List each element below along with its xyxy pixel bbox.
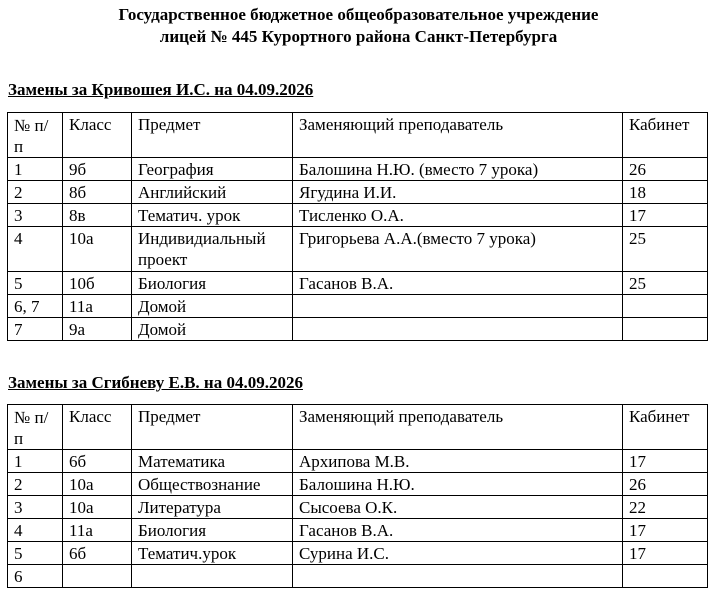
cell-class: 8в bbox=[63, 204, 132, 227]
cell-teacher: Гасанов В.А. bbox=[293, 519, 623, 542]
table-row bbox=[8, 496, 708, 519]
column-header-class: Класс bbox=[63, 405, 132, 450]
cell-room: 26 bbox=[623, 473, 708, 496]
cell-room: 18 bbox=[623, 181, 708, 204]
cell-teacher: Сурина И.С. bbox=[293, 542, 623, 565]
cell-class: 10а bbox=[63, 496, 132, 519]
table-row bbox=[8, 473, 708, 496]
cell-num: 2 bbox=[8, 181, 63, 204]
cell-teacher: Григорьева А.А.(вместо 7 урока) bbox=[293, 227, 623, 272]
cell-teacher bbox=[293, 318, 623, 341]
cell-subject: Тематич.урок bbox=[132, 542, 293, 565]
cell-class: 9а bbox=[63, 318, 132, 341]
cell-room: 26 bbox=[623, 158, 708, 181]
cell-subject: Биология bbox=[132, 519, 293, 542]
cell-teacher: Архипова М.В. bbox=[293, 450, 623, 473]
cell-teacher: Балошина Н.Ю. bbox=[293, 473, 623, 496]
column-header-class: Класс bbox=[63, 113, 132, 158]
column-header-subject: Предмет bbox=[132, 405, 293, 450]
cell-num: 6 bbox=[8, 565, 63, 588]
cell-num: 5 bbox=[8, 542, 63, 565]
cell-num: 3 bbox=[8, 496, 63, 519]
column-header-room: Кабинет bbox=[623, 405, 708, 450]
cell-subject: Литература bbox=[132, 496, 293, 519]
table-row bbox=[8, 204, 708, 227]
cell-teacher: Тисленко О.А. bbox=[293, 204, 623, 227]
table-row bbox=[8, 295, 708, 318]
cell-subject: Биология bbox=[132, 272, 293, 295]
cell-num: 3 bbox=[8, 204, 63, 227]
cell-class: 10а bbox=[63, 227, 132, 272]
column-header-subject: Предмет bbox=[132, 113, 293, 158]
cell-teacher: Балошина Н.Ю. (вместо 7 урока) bbox=[293, 158, 623, 181]
cell-num: 2 bbox=[8, 473, 63, 496]
cell-class: 6б bbox=[63, 450, 132, 473]
cell-room: 25 bbox=[623, 272, 708, 295]
cell-subject: Домой bbox=[132, 295, 293, 318]
cell-class: 10а bbox=[63, 473, 132, 496]
cell-teacher bbox=[293, 295, 623, 318]
table-row bbox=[8, 519, 708, 542]
section-title: Замены за Сгибневу Е.В. на 04.09.2026 bbox=[8, 373, 303, 392]
table-row bbox=[8, 158, 708, 181]
header-line-1: Государственное бюджетное общеобразовательное учреждение bbox=[118, 5, 599, 24]
table-header-row bbox=[8, 405, 708, 450]
table-row bbox=[8, 181, 708, 204]
table-row bbox=[8, 450, 708, 473]
cell-class: 10б bbox=[63, 272, 132, 295]
cell-subject: Индивидиальный проект bbox=[132, 227, 293, 272]
table-row bbox=[8, 565, 708, 588]
table-row bbox=[8, 272, 708, 295]
cell-class: 8б bbox=[63, 181, 132, 204]
document-header bbox=[0, 4, 717, 48]
cell-class bbox=[63, 565, 132, 588]
cell-subject: Обществознание bbox=[132, 473, 293, 496]
cell-teacher: Гасанов В.А. bbox=[293, 272, 623, 295]
cell-room: 25 bbox=[623, 227, 708, 272]
cell-class: 11а bbox=[63, 519, 132, 542]
substitutions-table bbox=[7, 112, 708, 341]
cell-subject bbox=[132, 565, 293, 588]
cell-num: 1 bbox=[8, 158, 63, 181]
cell-room: 22 bbox=[623, 496, 708, 519]
cell-subject: Английский bbox=[132, 181, 293, 204]
table-row bbox=[8, 542, 708, 565]
cell-room: 17 bbox=[623, 519, 708, 542]
cell-room: 17 bbox=[623, 542, 708, 565]
cell-teacher: Ягудина И.И. bbox=[293, 181, 623, 204]
table-row bbox=[8, 318, 708, 341]
table-row bbox=[8, 227, 708, 272]
cell-num: 7 bbox=[8, 318, 63, 341]
cell-subject: Математика bbox=[132, 450, 293, 473]
header-line-2: лицей № 445 Курортного района Санкт-Петербурга bbox=[159, 27, 558, 46]
cell-teacher bbox=[293, 565, 623, 588]
cell-num: 6, 7 bbox=[8, 295, 63, 318]
section-title: Замены за Кривошея И.С. на 04.09.2026 bbox=[8, 80, 314, 99]
cell-subject: Тематич. урок bbox=[132, 204, 293, 227]
cell-num: 1 bbox=[8, 450, 63, 473]
cell-num: 5 bbox=[8, 272, 63, 295]
column-header-teacher: Заменяющий преподаватель bbox=[293, 113, 623, 158]
column-header-teacher: Заменяющий преподаватель bbox=[293, 405, 623, 450]
cell-room: 17 bbox=[623, 204, 708, 227]
column-header-room: Кабинет bbox=[623, 113, 708, 158]
cell-class: 9б bbox=[63, 158, 132, 181]
cell-num: 4 bbox=[8, 519, 63, 542]
cell-class: 6б bbox=[63, 542, 132, 565]
cell-room: 17 bbox=[623, 450, 708, 473]
cell-room bbox=[623, 318, 708, 341]
cell-subject: Домой bbox=[132, 318, 293, 341]
column-header-num: № п/п bbox=[8, 405, 63, 450]
cell-room bbox=[623, 295, 708, 318]
cell-class: 11а bbox=[63, 295, 132, 318]
table-header-row bbox=[8, 113, 708, 158]
cell-teacher: Сысоева О.К. bbox=[293, 496, 623, 519]
column-header-num: № п/п bbox=[8, 113, 63, 158]
cell-num: 4 bbox=[8, 227, 63, 272]
substitutions-table bbox=[7, 404, 708, 588]
cell-subject: География bbox=[132, 158, 293, 181]
cell-room bbox=[623, 565, 708, 588]
